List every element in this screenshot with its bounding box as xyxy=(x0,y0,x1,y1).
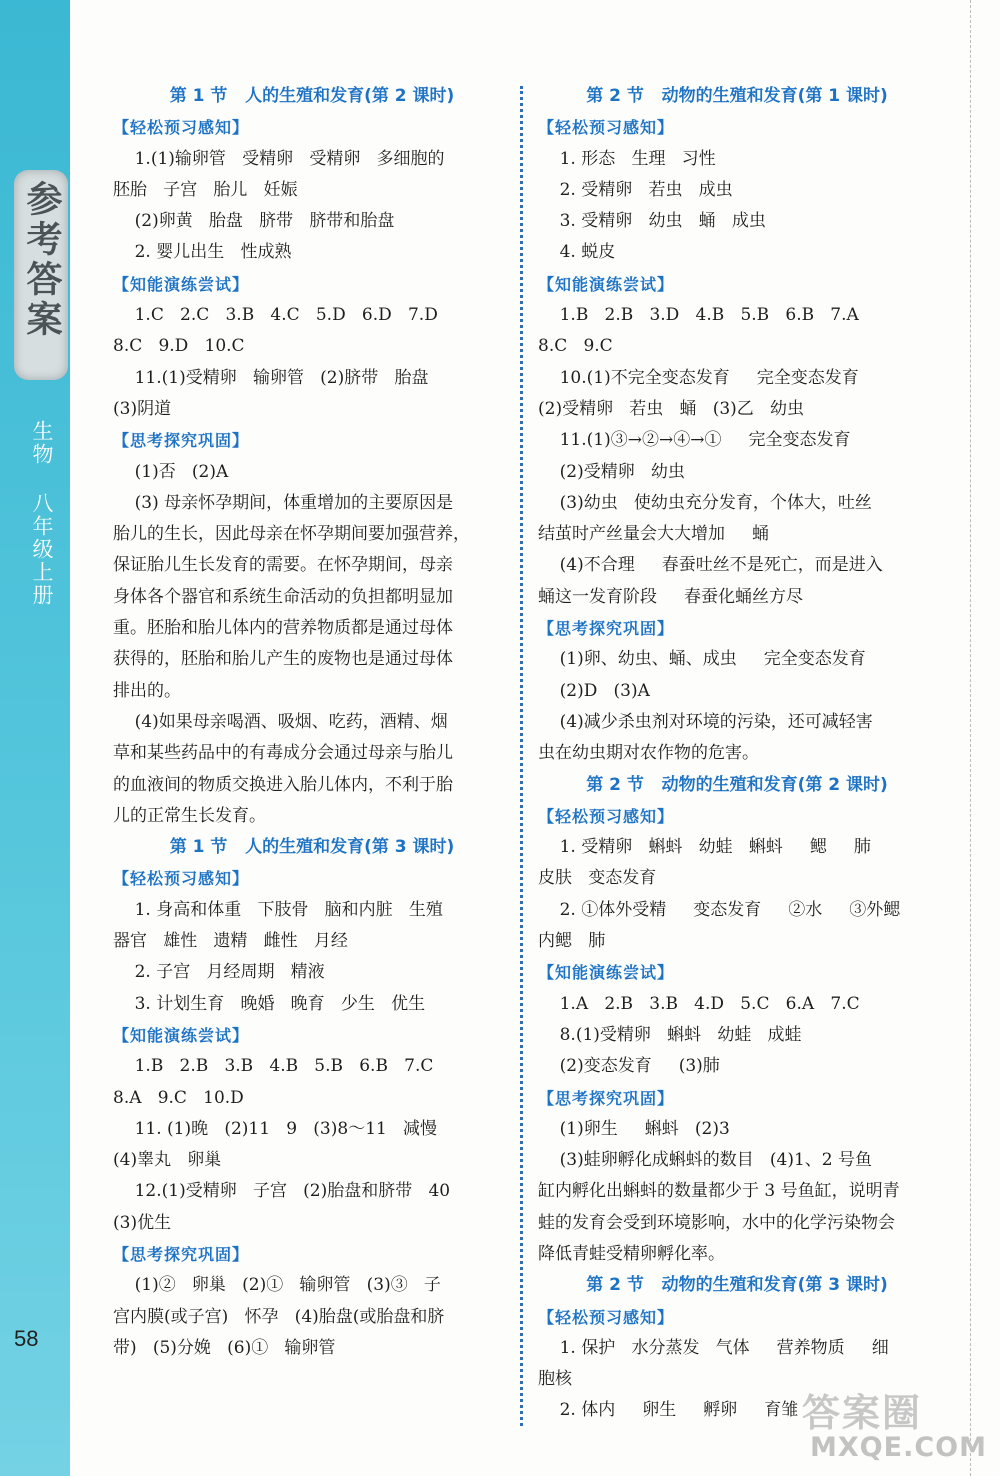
answer-line: 1.A 2.B 3.B 4.D 5.C 6.A 7.C xyxy=(538,993,860,1014)
column-divider xyxy=(520,86,523,1426)
answer-line: 保证胎儿生长发育的需要。在怀孕期间，母亲 xyxy=(113,555,453,576)
answer-line: (3)阴道 xyxy=(113,398,172,419)
answer-line: 带) (5)分娩 (6)① 输卵管 xyxy=(113,1337,336,1358)
section-label: 【轻松预习感知】 xyxy=(538,1307,675,1327)
left-column xyxy=(113,81,511,1364)
answer-line: (4)不合理 春蚕吐丝不是死亡，而是进入 xyxy=(538,555,883,576)
section-title: 第 1 节 人的生殖和发育(第 3 课时) xyxy=(169,837,455,858)
answer-line: 蛙的发育会受到环境影响，水中的化学污染物会 xyxy=(538,1212,895,1233)
answer-line: 1.C 2.C 3.B 4.C 5.D 6.D 7.D xyxy=(113,305,438,326)
answer-line: (4)睾丸 卵巢 xyxy=(113,1150,222,1171)
answer-line: (3)优生 xyxy=(113,1212,172,1233)
answer-line: 11. (1)晚 (2)11 9 (3)8～11 减慢 xyxy=(113,1118,438,1139)
answer-line: 2. ①体外受精 变态发育 ②水 ③外鳃 xyxy=(538,899,901,920)
answer-line: (3)蛙卵孵化成蝌蚪的数目 (4)1、2 号鱼 xyxy=(538,1150,873,1171)
answer-line: 8.(1)受精卵 蝌蚪 幼蛙 成蛙 xyxy=(538,1024,802,1045)
answer-line: (1)否 (2)A xyxy=(113,461,229,482)
sidebar-band xyxy=(0,0,70,1476)
answer-line: 1.B 2.B 3.D 4.B 5.B 6.B 7.A xyxy=(538,305,859,326)
section-label: 【轻松预习感知】 xyxy=(113,118,250,138)
answer-line: (2)受精卵 若虫 蛹 (3)乙 幼虫 xyxy=(538,398,805,419)
answer-line: 的血液间的物质交换进入胎儿体内，不利于胎 xyxy=(113,774,453,795)
answer-line: 11.(1)③→②→④→① 完全变态发育 xyxy=(538,430,851,451)
answer-line: 2. 体内 卵生 孵卵 育雏 xyxy=(538,1400,799,1421)
answer-line: 蛹这一发育阶段 春蚕化蛹丝方尽 xyxy=(538,586,804,607)
answer-line: 4. 蜕皮 xyxy=(538,242,616,263)
section-label: 【轻松预习感知】 xyxy=(113,869,250,889)
answer-line: 重。胚胎和胎儿体内的营养物质都是通过母体 xyxy=(113,618,453,639)
answer-line: 胞核 xyxy=(538,1369,572,1390)
answer-line: (3)幼虫 使幼虫充分发育，个体大，吐丝 xyxy=(538,492,872,513)
answer-badge-text: 参考答案 xyxy=(21,180,62,340)
answer-line: (2)D (3)A xyxy=(538,680,650,701)
section-title: 第 2 节 动物的生殖和发育(第 1 课时) xyxy=(586,86,888,106)
answer-line: (2)卵黄 胎盘 脐带 脐带和胎盘 xyxy=(113,211,395,232)
answer-line: 8.C 9.D 10.C xyxy=(113,336,245,357)
answer-line: 1. 身高和体重 下肢骨 脑和内脏 生殖 xyxy=(113,899,443,920)
answer-line: 皮肤 变态发育 xyxy=(538,868,657,889)
watermark-main: 答案圈 xyxy=(802,1391,923,1435)
section-label: 【思考探究巩固】 xyxy=(538,1088,675,1108)
answer-line: 身体各个器官和系统生命活动的负担都明显加 xyxy=(113,586,453,607)
section-label: 【轻松预习感知】 xyxy=(538,118,675,138)
right-column xyxy=(538,81,936,1427)
answer-line: (1)卵、幼虫、蛹、成虫 完全变态发育 xyxy=(538,649,866,670)
answer-line: 1.(1)输卵管 受精卵 受精卵 多细胞的 xyxy=(113,148,445,169)
section-label: 【知能演练尝试】 xyxy=(113,1025,250,1045)
answer-line: 获得的，胚胎和胎儿产生的废物也是通过母体 xyxy=(113,649,453,670)
answer-line: (3) 母亲怀孕期间，体重增加的主要原因是 xyxy=(113,492,454,513)
answer-line: 2. 子宫 月经周期 精液 xyxy=(113,962,325,983)
answer-line: 10.(1)不完全变态发育 完全变态发育 xyxy=(538,367,859,388)
watermark-logo xyxy=(796,1382,987,1472)
section-title: 第 2 节 动物的生殖和发育(第 3 课时) xyxy=(586,1275,888,1296)
section-label: 【思考探究巩固】 xyxy=(538,619,675,639)
answer-line: 器官 雄性 遗精 雌性 月经 xyxy=(113,931,348,952)
subject-grade-label: 生物 八年级上册 xyxy=(30,420,54,607)
answer-line: 内鳃 肺 xyxy=(538,931,606,952)
answer-line: 3. 受精卵 幼虫 蛹 成虫 xyxy=(538,211,766,232)
answer-line: (1)② 卵巢 (2)① 输卵管 (3)③ 子 xyxy=(113,1275,441,1296)
page-number: 58 xyxy=(14,1326,39,1351)
section-label: 【知能演练尝试】 xyxy=(538,274,675,294)
answer-line: (2)受精卵 幼虫 xyxy=(538,461,685,482)
answer-line: 2. 受精卵 若虫 成虫 xyxy=(538,179,733,200)
answer-line: 1. 保护 水分蒸发 气体 营养物质 细 xyxy=(538,1337,889,1358)
section-title: 第 2 节 动物的生殖和发育(第 2 课时) xyxy=(586,774,888,795)
answer-line: 缸内孵化出蝌蚪的数量都少于 3 号鱼缸，说明青 xyxy=(538,1181,900,1202)
answer-line: 8.C 9.C xyxy=(538,336,613,357)
answer-line: 草和某些药品中的有毒成分会通过母亲与胎儿 xyxy=(113,743,453,764)
answer-line: (1)卵生 蝌蚪 (2)3 xyxy=(538,1118,730,1139)
answer-line: 1. 形态 生理 习性 xyxy=(538,148,716,169)
section-label: 【思考探究巩固】 xyxy=(113,1244,250,1264)
answer-line: (2)变态发育 (3)肺 xyxy=(538,1056,720,1077)
answer-line: 12.(1)受精卵 子宫 (2)胎盘和脐带 40 xyxy=(113,1181,451,1202)
section-label: 【思考探究巩固】 xyxy=(113,431,250,451)
answer-line: 结茧时产丝量会大大增加 蛹 xyxy=(538,524,770,545)
answer-line: 虫在幼虫期对农作物的危害。 xyxy=(538,743,759,764)
answer-line: 儿的正常生长发育。 xyxy=(113,805,266,826)
answer-line: 胎儿的生长，因此母亲在怀孕期间要加强营养， xyxy=(113,524,470,545)
answer-line: 胚胎 子宫 胎儿 妊娠 xyxy=(113,179,298,200)
answer-line: (4)减少杀虫剂对环境的污染，还可减轻害 xyxy=(538,711,873,732)
answer-line: 宫内膜(或子宫) 怀孕 (4)胎盘(或胎盘和脐 xyxy=(113,1306,445,1327)
answer-badge xyxy=(14,170,68,380)
answer-line: 排出的。 xyxy=(113,680,181,701)
answer-line: (4)如果母亲喝酒、吸烟、吃药，酒精、烟 xyxy=(113,711,448,732)
answer-line: 2. 婴儿出生 性成熟 xyxy=(113,242,292,263)
answer-line: 3. 计划生育 晚婚 晚育 少生 优生 xyxy=(113,993,426,1014)
answer-line: 降低青蛙受精卵孵化率。 xyxy=(538,1243,725,1264)
section-label: 【知能演练尝试】 xyxy=(113,274,250,294)
page-edge-line xyxy=(970,0,971,1476)
section-title: 第 1 节 人的生殖和发育(第 2 课时) xyxy=(169,86,455,106)
watermark-sub: MXQE.COM xyxy=(810,1432,987,1463)
section-label: 【轻松预习感知】 xyxy=(538,806,675,826)
answer-line: 11.(1)受精卵 输卵管 (2)脐带 胎盘 xyxy=(113,367,429,388)
answer-line: 8.A 9.C 10.D xyxy=(113,1087,244,1108)
answer-line: 1.B 2.B 3.B 4.B 5.B 6.B 7.C xyxy=(113,1056,434,1077)
section-label: 【知能演练尝试】 xyxy=(538,963,675,983)
answer-line: 1. 受精卵 蝌蚪 幼蛙 蝌蚪 鳃 肺 xyxy=(538,837,871,858)
